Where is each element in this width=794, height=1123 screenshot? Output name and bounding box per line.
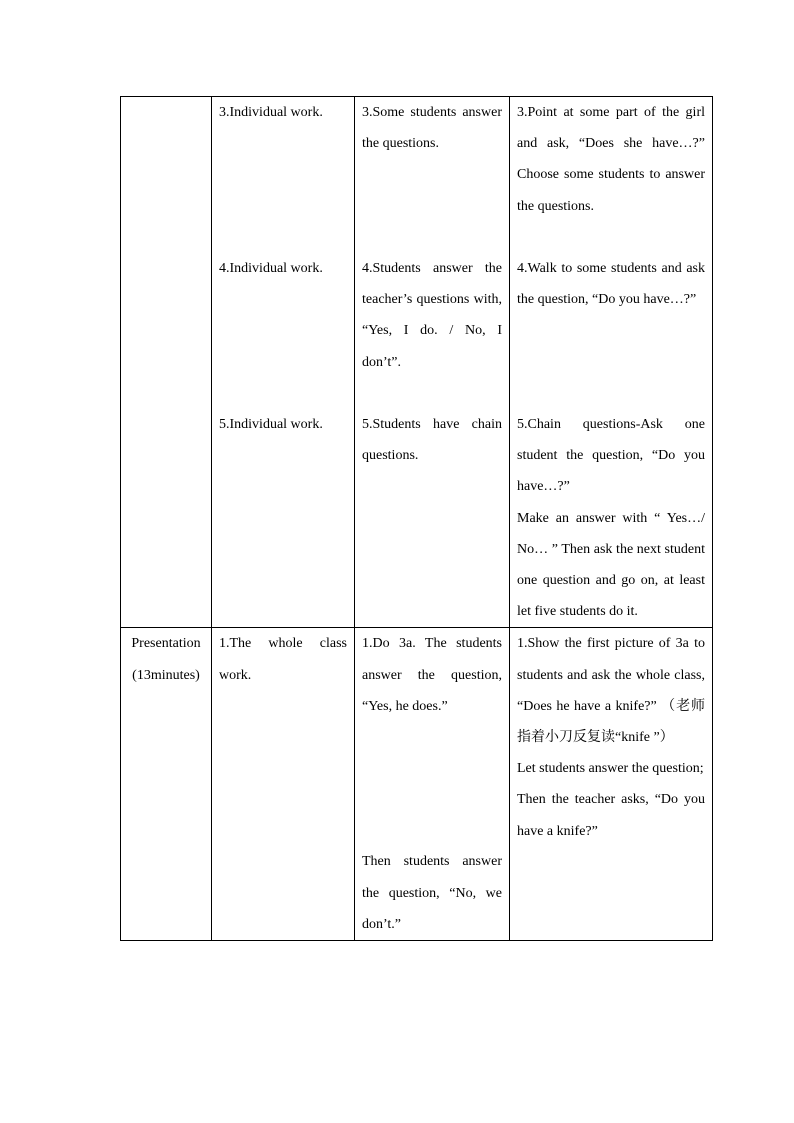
teacher-activity-text: Make an answer with “ Yes…/ No… ” Then ask the next student one question and go on, at least let five students do it. (517, 510, 705, 620)
table-row (121, 97, 713, 628)
teacher-activity-text: 5.Chain questions-Ask one student the question, “Do you have…?” (517, 417, 705, 495)
students-activity-cell (355, 628, 510, 941)
students-activity-text: 5.Students have chain questions. (362, 417, 502, 464)
students-activity-text: 4.Students answer the teacher’s questions with, “Yes, I do. / No, I don’t”. (362, 261, 502, 370)
mode-cell (212, 97, 355, 628)
students-activity-text: Then students answer the question, “No, we don’t.” (362, 854, 502, 932)
mode-text: 4.Individual work. (219, 261, 323, 276)
stage-cell (121, 97, 212, 628)
teacher-activity-cell (510, 628, 713, 941)
mode-text: 5.Individual work. (219, 417, 323, 432)
mode-text: 1.The whole class work. (219, 636, 347, 683)
table-row (121, 628, 713, 941)
students-activity-text: 1.Do 3a. The students answer the question, “Yes, he does.” (362, 636, 502, 714)
stage-text: Presentation (13minutes) (131, 636, 201, 683)
stage-cell (121, 628, 212, 941)
teacher-activity-text: 3.Point at some part of the girl and ask, “Does she have…?” Choose some students to answer the questions. (517, 105, 705, 214)
teacher-activity-text: 1.Show the first picture of 3a to students and ask the whole class, “Does he have a knife?” （老师指着小刀反复读“knife ”） (517, 636, 705, 746)
students-activity-cell (355, 97, 510, 628)
lesson-plan-table (120, 96, 713, 941)
mode-cell (212, 628, 355, 941)
teacher-activity-text: Then the teacher asks, “Do you have a knife?” (517, 792, 705, 839)
teacher-activity-text: Let students answer the question; (517, 761, 704, 777)
students-activity-text: 3.Some students answer the questions. (362, 105, 502, 152)
mode-text: 3.Individual work. (219, 105, 323, 120)
teacher-activity-cell (510, 97, 713, 628)
teacher-activity-text: 4.Walk to some students and ask the question, “Do you have…?” (517, 261, 705, 308)
